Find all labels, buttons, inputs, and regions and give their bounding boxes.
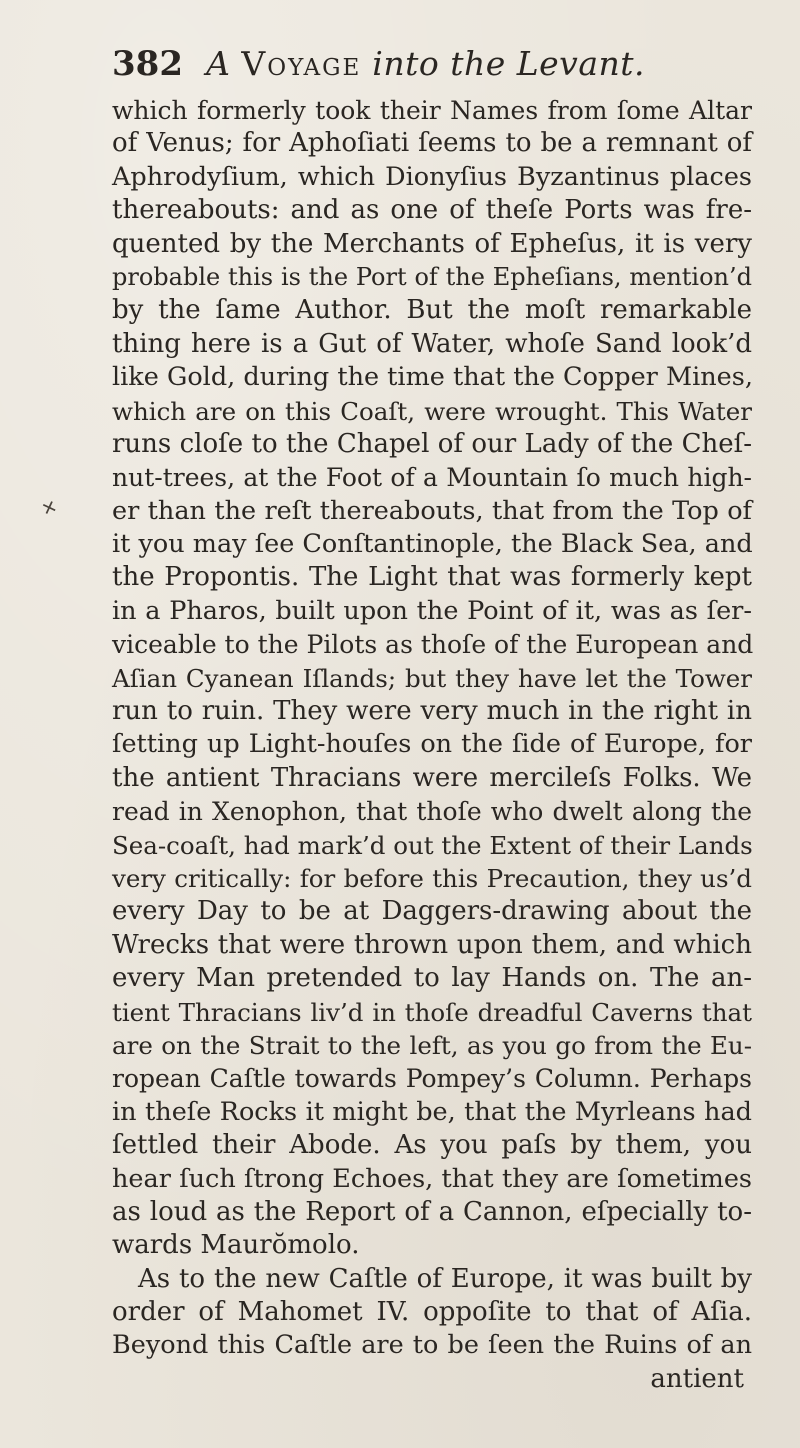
text-line: in a Pharos, built upon the Point of it, was as ſer- — [112, 595, 752, 626]
running-header — [112, 44, 752, 94]
text-line: ſetting up Light-houſes on the ſide of Europe, for — [112, 729, 752, 760]
text-line: nut-trees, at the Foot of a Mountain ſo much high- — [112, 463, 752, 493]
text-line: wards Maurŏmolo. — [112, 1230, 360, 1261]
text-line: probable this is the Port of the Epheſians, mention’d — [112, 262, 752, 291]
text-line: Aphrodyſium, which Dionyſius Byzantinus places — [112, 161, 752, 192]
text-line: which are on this Coaſt, were wrought. This Water — [112, 396, 752, 426]
text-line: thereabouts: and as one of theſe Ports was fre- — [112, 195, 752, 226]
text-line: the Propontis. The Light that was formerly kept — [112, 562, 752, 593]
text-line: Beyond this Caſtle are to be ſeen the Ruins of an — [112, 1330, 752, 1361]
text-line: As to the new Caſtle of Europe, it was built by — [138, 1263, 752, 1294]
text-line: viceable to the Pilots as thoſe of the European and — [112, 630, 754, 660]
catchword: antient — [650, 1363, 744, 1394]
text-line: very critically: for before this Precaution, they us’d — [112, 863, 752, 893]
text-line: ſettled their Abode. As you paſs by them, you — [112, 1130, 752, 1161]
text-line: as loud as the Report of a Cannon, eſpecially to- — [112, 1196, 752, 1227]
text-line: quented by the Merchants of Epheſus, it is very — [112, 228, 752, 259]
title-article: A — [206, 44, 231, 83]
text-line: hear ſuch ſtrong Echoes, that they are ſometimes — [112, 1163, 752, 1194]
text-line: er than the reſt thereabouts, that from the Top of — [112, 495, 752, 526]
running-title — [206, 44, 645, 83]
text-line: like Gold, during the time that the Copper Mines, — [112, 362, 753, 393]
text-line: tient Thracians liv’d in thoſe dreadful Caverns that — [112, 997, 752, 1027]
text-line: Sea-coaſt, had mark’d out the Extent of their Lands — [112, 830, 753, 860]
text-line: Aſian Cyanean Iſlands; but they have let the Tower — [112, 663, 752, 693]
text-line: the antient Thracians were mercileſs Folks. We — [112, 762, 752, 793]
title-word: Voyage — [241, 44, 362, 83]
text-line: every Man pretended to lay Hands on. The an- — [112, 963, 752, 994]
text-line: order of Mahomet IV. oppoſite to that of Aſia. — [112, 1297, 752, 1328]
text-line: which formerly took their Names from ſome Altar — [112, 96, 752, 125]
text-line: are on the Strait to the left, as you go from the Eu- — [112, 1030, 752, 1060]
text-line: by the ſame Author. But the moſt remarkable — [112, 295, 752, 326]
title-rest: into the Levant. — [372, 44, 646, 83]
body-text — [112, 94, 752, 1396]
text-line: read in Xenophon, that thoſe who dwelt along the — [112, 797, 752, 827]
text-line: Wrecks that were thrown upon them, and which — [112, 929, 752, 960]
text-line: it you may ſee Conſtantinople, the Black Sea, and — [112, 529, 753, 560]
text-line: runs cloſe to the Chapel of our Lady of the Cheſ- — [112, 428, 752, 459]
text-line: ropean Caſtle towards Pompey’s Column. Perhaps — [112, 1064, 752, 1094]
page-number: 382 — [112, 44, 183, 84]
text-line: of Venus; for Aphoſiati ſeems to be a remnant of — [112, 128, 752, 159]
text-line: in theſe Rocks it might be, that the Myrleans had — [112, 1096, 752, 1127]
text-line: run to ruin. They were very much in the right in — [112, 696, 752, 727]
text-line: every Day to be at Daggers-drawing about the — [112, 896, 752, 927]
margin-ink-mark: ✕ — [38, 496, 61, 521]
text-line: thing here is a Gut of Water, whoſe Sand look’d — [112, 328, 752, 359]
